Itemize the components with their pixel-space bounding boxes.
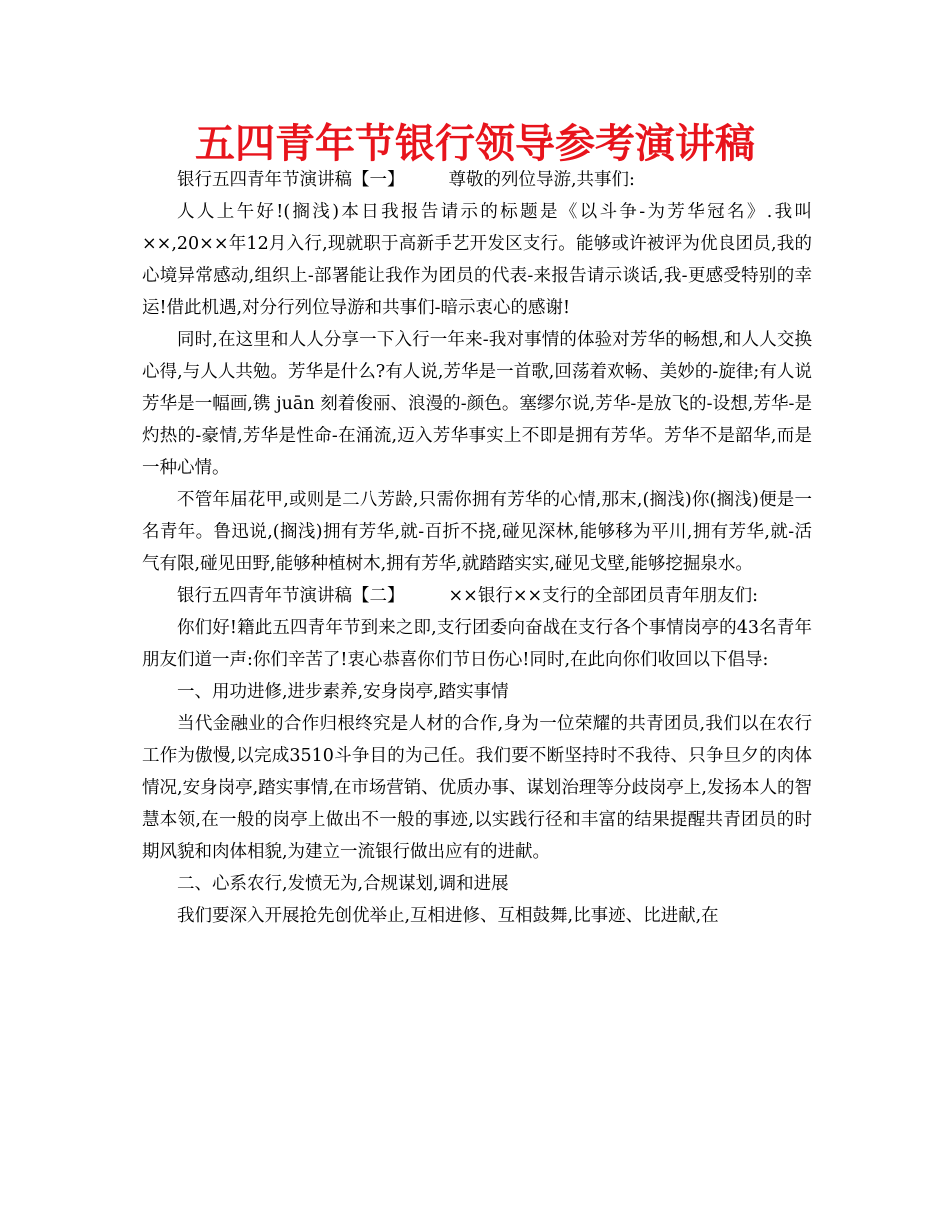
paragraph: 当代金融业的合作归根终究是人材的合作,身为一位荣耀的共青团员,我们以在农行工作为傲慢,以完成3510斗争目的为己任。我们要不断坚持时不我待、只争旦夕的肉体情况,安身岗亭,踏实事情,在市场营销、优质办事、谋划治理等分歧岗亭上,发扬本人的智慧本领,在一般的岗亭上做出不一般的事迹,以实践行径和丰富的结果提醒共青团员的时期风貌和肉体相貌,为建立一流银行做出应有的进献。 — [142, 714, 812, 862]
salutation: ××银行××支行的全部团员青年朋友们: — [448, 586, 759, 606]
document-body — [142, 164, 812, 932]
list-heading: 二、心系农行,发愤无为,合规谋划,调和进展 — [177, 874, 509, 894]
paragraph: 同时,在这里和人人分享一下入行一年来-我对事情的体验对芳华的畅想,和人人交换心得,与人人共勉。芳华是什么?有人说,芳华是一首歌,回荡着欢畅、美妙的-旋律;有人说芳华是一幅画,镌 juān 刻着俊丽、浪漫的-颜色。塞缪尔说,芳华-是放飞的-设想,芳华-是灼热的-豪情,芳华是性命-在涌流,迈入芳华事实上不即是拥有芳华。芳华不是韶华,而是一种心情。 — [142, 330, 812, 478]
paragraph: 我们要深入开展抢先创优举止,互相进修、互相鼓舞,比事迹、比进献,在 — [177, 906, 719, 926]
section-label: 银行五四青年节演讲稿【二】 — [177, 586, 405, 606]
list-heading: 一、用功进修,进步素养,安身岗亭,踏实事情 — [177, 682, 509, 702]
salutation: 尊敬的列位导游,共事们: — [448, 170, 635, 190]
paragraph: 你们好!籍此五四青年节到来之即,支行团委向奋战在支行各个事情岗亭的43名青年朋友们道一声:你们辛苦了!衷心恭喜你们节日伤心!同时,在此向你们收回以下倡导: — [142, 618, 812, 670]
paragraph: 不管年届花甲,或则是二八芳龄,只需你拥有芳华的心情,那末,(搁浅)你(搁浅)便是一名青年。鲁迅说,(搁浅)拥有芳华,就-百折不挠,碰见深林,能够移为平川,拥有芳华,就-活气有限,碰见田野,能够种植树木,拥有芳华,就踏踏实实,碰见戈壁,能够挖掘泉水。 — [142, 490, 812, 574]
paragraph: 人人上午好!(搁浅)本日我报告请示的标题是《以斗争-为芳华冠名》.我叫××,20××年12月入行,现就职于高新手艺开发区支行。能够或许被评为优良团员,我的心境异常感动,组织上-部署能让我作为团员的代表-来报告请示谈话,我-更感受特别的幸运!借此机遇,对分行列位导游和共事们-暗示衷心的感谢! — [142, 202, 812, 318]
section-heading-one — [142, 164, 812, 196]
section-heading-two — [142, 580, 812, 612]
section-label: 银行五四青年节演讲稿【一】 — [177, 170, 405, 190]
document-title: 五四青年节银行领导参考演讲稿 — [195, 121, 755, 167]
